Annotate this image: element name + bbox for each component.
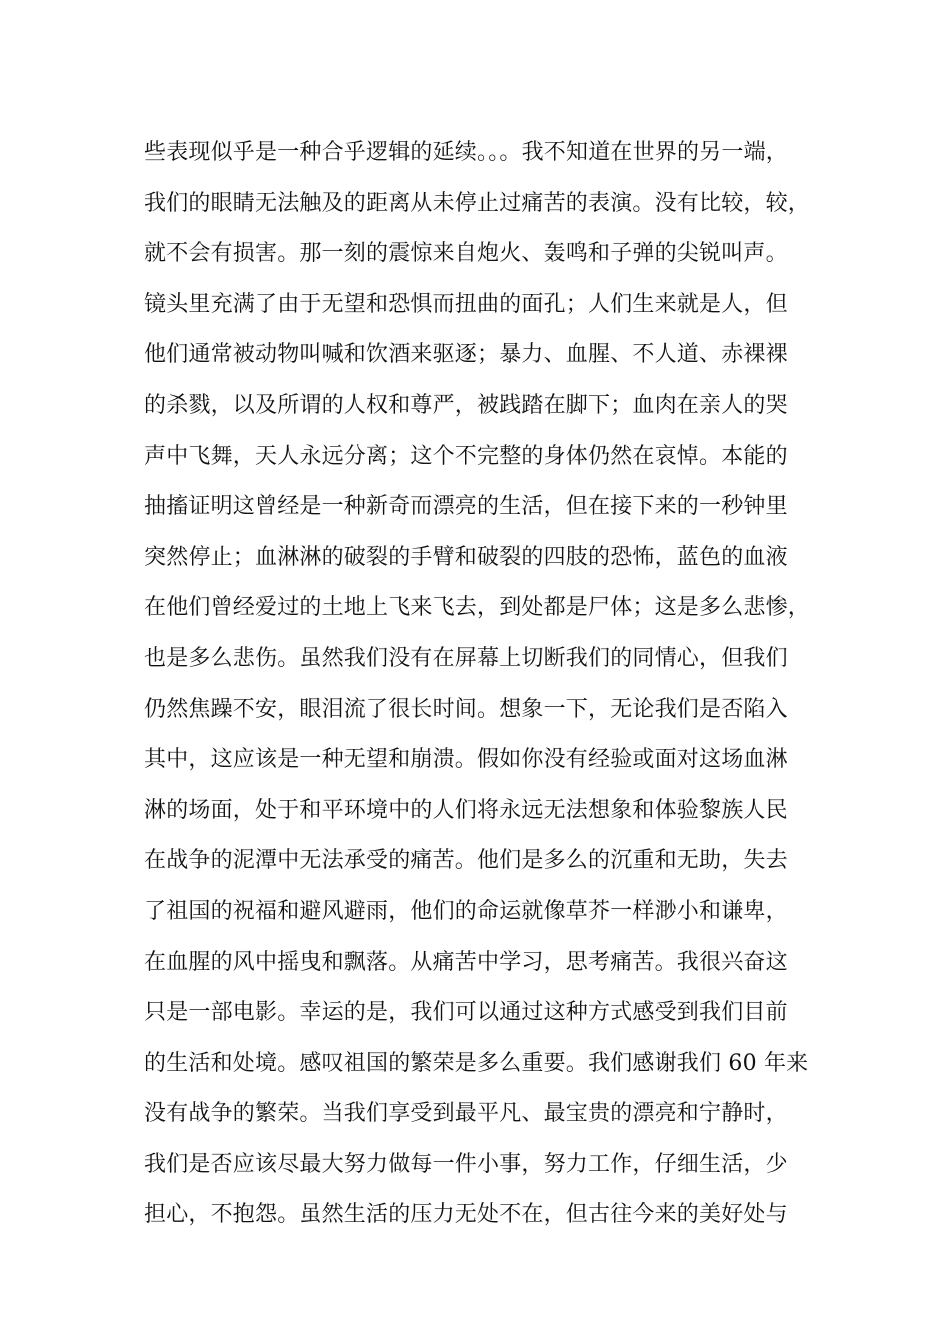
text-line: 也是多么悲伤。虽然我们没有在屏幕上切断我们的同情心，但我们 xyxy=(144,645,788,671)
text-line: 突然停止；血淋淋的破裂的手臂和破裂的四肢的恐怖，蓝色的血液 xyxy=(144,544,788,570)
text-line: 其中，这应该是一种无望和崩溃。假如你没有经验或面对这场血淋 xyxy=(144,747,788,773)
body-text xyxy=(144,128,834,1241)
text-line: 在战争的泥潭中无法承受的痛苦。他们是多么的沉重和无助，失去 xyxy=(144,848,788,874)
text-line: 镜头里充满了由于无望和恐惧而扭曲的面孔；人们生来就是人，但 xyxy=(144,291,788,317)
text-line: 仍然焦躁不安，眼泪流了很长时间。想象一下，无论我们是否陷入 xyxy=(144,696,788,722)
text-line: 我们是否应该尽最大努力做每一件小事，努力工作，仔细生活，少 xyxy=(144,1151,788,1177)
text-line: 些表现似乎是一种合乎逻辑的延续。。。我不知道在世界的另一端， xyxy=(144,140,789,165)
text-line: 抽搐证明这曾经是一种新奇而漂亮的生活，但在接下来的一秒钟里 xyxy=(144,494,788,520)
text-line: 在血腥的风中摇曳和飘落。从痛苦中学习，思考痛苦。我很兴奋这 xyxy=(144,949,788,975)
text-line: 在他们曾经爱过的土地上飞来飞去，到处都是尸体；这是多么悲惨， xyxy=(144,595,811,621)
text-line: 了祖国的祝福和避风避雨，他们的命运就像草芥一样渺小和谦卑， xyxy=(144,898,788,924)
text-line: 他们通常被动物叫喊和饮酒来驱逐；暴力、血腥、不人道、赤裸裸 xyxy=(144,342,788,368)
text-line: 只是一部电影。幸运的是，我们可以通过这种方式感受到我们目前 xyxy=(144,1000,788,1026)
text-line: 担心，不抱怨。虽然生活的压力无处不在，但古往今来的美好处与 xyxy=(144,1202,788,1228)
text-line: 声中飞舞，天人永远分离；这个不完整的身体仍然在哀悼。本能的 xyxy=(144,443,788,469)
text-line: 淋的场面，处于和平环境中的人们将永远无法想象和体验黎族人民 xyxy=(144,797,788,823)
text-line: 的生活和处境。感叹祖国的繁荣是多么重要。我们感谢我们 60 年来 xyxy=(144,1050,809,1076)
text-line: 的杀戮，以及所谓的人权和尊严，被践踏在脚下；血肉在亲人的哭 xyxy=(144,392,788,418)
text-line: 没有战争的繁荣。当我们享受到最平凡、最宝贵的漂亮和宁静时， xyxy=(144,1101,788,1127)
text-line: 就不会有损害。那一刻的震惊来自炮火、轰鸣和子弹的尖锐叫声。 xyxy=(144,241,788,267)
text-line: 我们的眼睛无法触及的距离从未停止过痛苦的表演。没有比较，较， xyxy=(144,190,811,216)
